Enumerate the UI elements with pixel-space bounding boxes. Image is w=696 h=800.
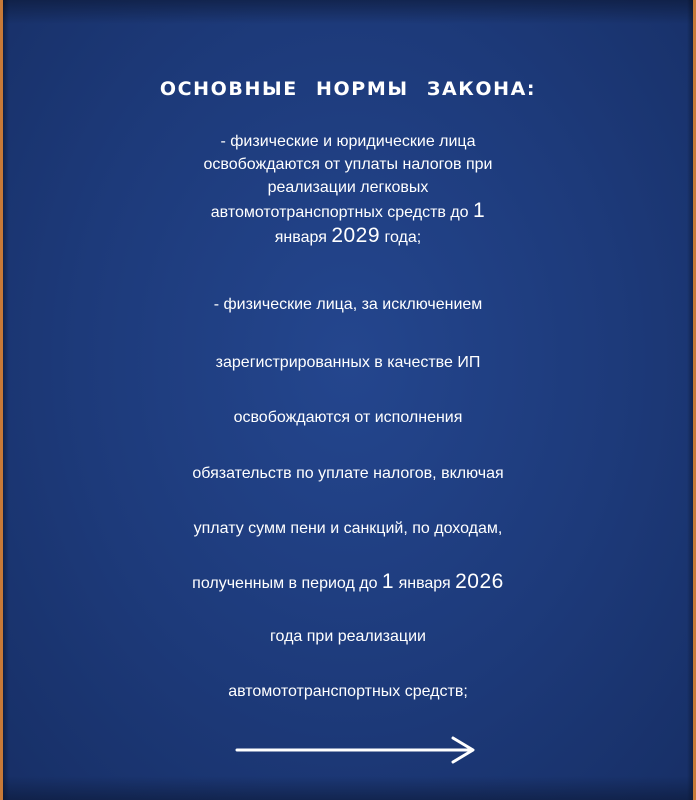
paragraph1-line4	[63, 199, 633, 224]
slide-title: ОСНОВНЫЕ НОРМЫ ЗАКОНА:	[159, 78, 537, 100]
right-edge-shadow	[687, 0, 693, 800]
paragraph2-line7: года при реализации	[270, 628, 426, 645]
paragraph2-line2: зарегистрированных в качестве ИП	[215, 354, 481, 371]
paragraph2-line6-text: полученным в период до	[192, 575, 378, 592]
paragraph2-line1: - физические лица, за исключением	[213, 296, 483, 313]
left-edge-shadow	[3, 0, 9, 800]
paragraph2-line6	[63, 570, 633, 594]
paragraph1-line2: освобождаются от уплаты налогов при	[203, 156, 493, 173]
paragraph2-line5: уплату сумм пени и санкций, по доходам,	[193, 520, 503, 537]
paragraph1-line4-number: 1	[473, 199, 486, 222]
paragraph1-line5-year: 2029	[331, 224, 381, 247]
paragraph1-line5	[63, 224, 633, 249]
paragraph2-line3: освобождаются от исполнения	[233, 409, 463, 426]
paragraph2-line6-number: 1	[381, 570, 395, 593]
paragraph-tax-exemption	[63, 130, 633, 249]
paragraph1-line4-text: автомототранспортных средств до	[210, 204, 469, 221]
paragraph1-line5-suffix: года;	[384, 229, 422, 246]
paragraph1-line3: реализации легковых	[267, 179, 429, 196]
paragraph1-line1: - физические и юридические лица	[220, 133, 476, 150]
paragraph1-line5-month: января	[274, 229, 327, 246]
paragraph2-line4: обязательств по уплате налогов, включая	[192, 465, 504, 482]
arrow-right-icon[interactable]	[235, 735, 479, 765]
paragraph2-line6-year: 2026	[455, 570, 504, 593]
paragraph2-line8: автомототранспортных средств;	[228, 683, 468, 700]
paragraph2-line6-month: января	[398, 575, 451, 592]
